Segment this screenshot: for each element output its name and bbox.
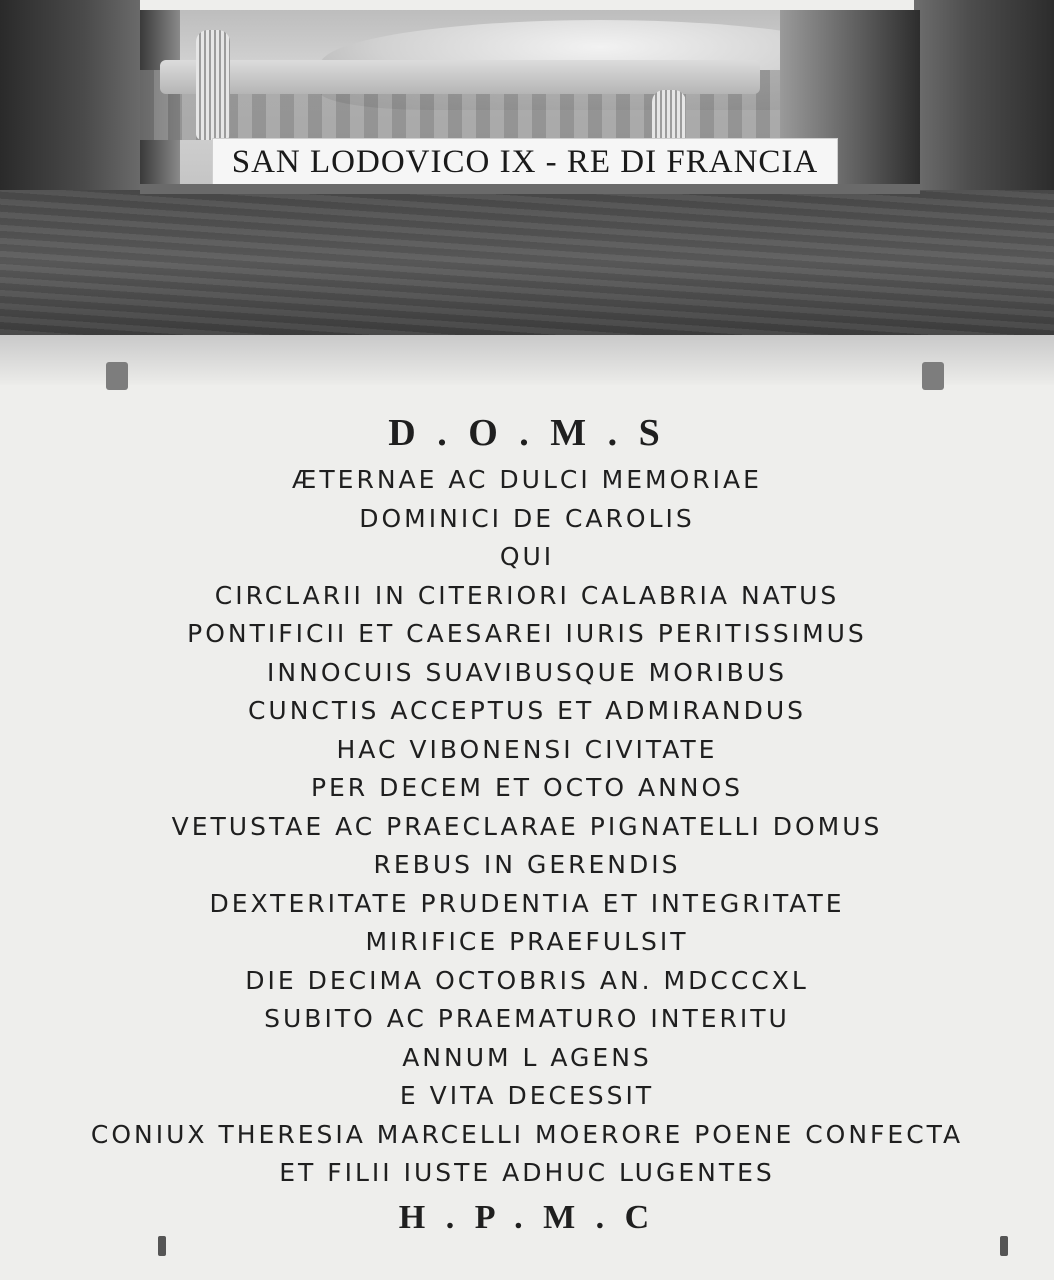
marble-inscription [0,405,1054,1236]
inscription-line: ÆTERNAE AC DULCI MEMORIAE [292,465,762,494]
inscription-line: DIE DECIMA OCTOBRIS AN. MDCCCXL [245,965,809,995]
inscription-line: PER DECEM ET OCTO ANNOS [310,773,744,802]
shelf-shadow [0,335,1054,385]
inscription-line: E VITA DECESSIT [399,1081,655,1110]
inscription-line: CUNCTIS ACCEPTUS ET ADMIRANDUS [247,696,807,725]
inscription-line: ET FILII IUSTE ADHUC LUGENTES [279,1158,775,1187]
bracket-left [106,362,128,390]
frame-edge [140,184,920,194]
tassel-left [196,30,230,140]
wooden-frame-shelf [0,190,1054,335]
inscription-line: DOMINICI DE CAROLIS [359,503,695,533]
inscription-line: MIRIFICE PRAEFULSIT [365,927,689,956]
inscription-line: PONTIFICII ET CAESAREI IURIS PERITISSIMUS [187,619,867,648]
inscription-line: SUBITO AC PRAEMATURO INTERITU [264,1004,790,1033]
inscription-line: INNOCUIS SUAVIBUSQUE MORIBUS [267,657,787,687]
inscription-line: CIRCLARII IN CITERIORI CALABRIA NATUS [214,580,840,610]
inscription-line: HAC VIBONENSI CIVITATE [336,734,718,764]
wall-hook-left [158,1236,166,1256]
inscription-line: CONIUX THERESIA MARCELLI MOERORE POENE CONFECTA [90,1119,964,1149]
bed-sheet [160,60,760,94]
painting-caption: SAN LODOVICO IX - RE DI FRANCIA [212,138,838,186]
inscription-line: ANNUM L AGENS [402,1042,652,1072]
inscription-line: DEXTERITATE PRUDENTIA ET INTEGRITATE [209,888,845,918]
inscription-heading: D . O . M . S [388,412,666,454]
inscription-line: VETUSTAE AC PRAECLARAE PIGNATELLI DOMUS [171,811,883,841]
inscription-footer: H . P . M . C [398,1198,656,1236]
wall-hook-right [1000,1236,1008,1256]
bracket-right [922,362,944,390]
inscription-line: REBUS IN GERENDIS [373,850,681,879]
inscription-line: QUI [499,542,555,571]
